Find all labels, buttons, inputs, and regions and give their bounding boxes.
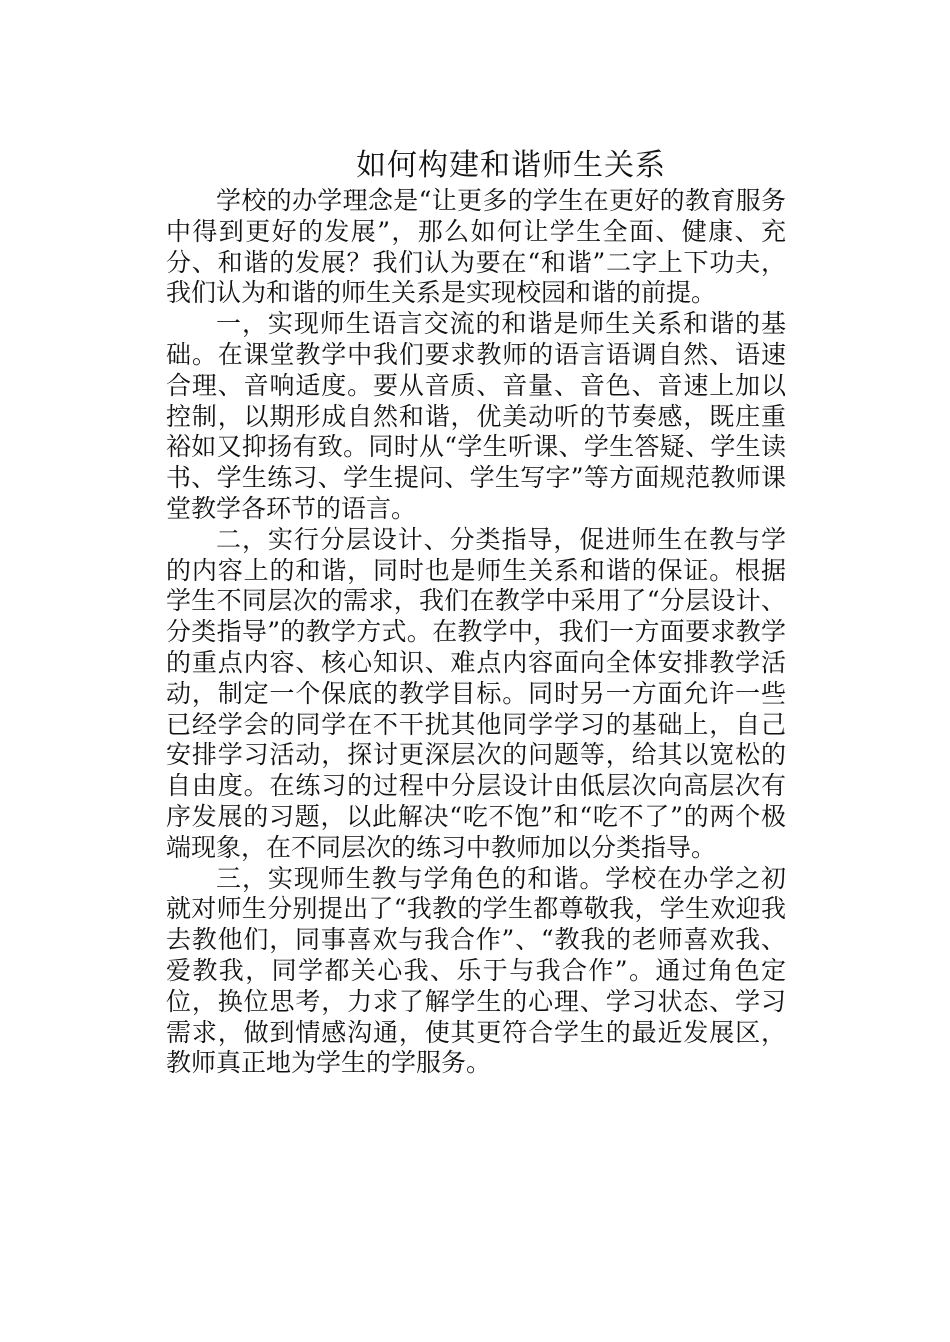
document-body	[166, 186, 786, 1079]
paragraph-intro: 学校的办学理念是“让更多的学生在更好的教育服务中得到更好的发展”，那么如何让学生全面、健康、充分、和谐的发展？我们认为要在“和谐”二字上下功夫，我们认为和谐的师生关系是实现校园和谐的前提。	[166, 186, 786, 308]
paragraph-role-harmony: 三，实现师生教与学角色的和谐。学校在办学之初就对师生分别提出了“我教的学生都尊敬我，学生欢迎我去教他们，同事喜欢与我合作”、“教我的老师喜欢我、爱教我，同学都关心我、乐于与我合作”。通过角色定位，换位思考，力求了解学生的心理、学习状态、学习需求，做到情感沟通，使其更符合学生的最近发展区，教师真正地为学生的学服务。	[166, 863, 786, 1078]
paragraph-layered-teaching: 二，实行分层设计、分类指导，促进师生在教与学的内容上的和谐，同时也是师生关系和谐的保证。根据学生不同层次的需求，我们在教学中采用了“分层设计、分类指导”的教学方式。在教学中，我们一方面要求教学的重点内容、核心知识、难点内容面向全体安排教学活动，制定一个保底的教学目标。同时另一方面允许一些已经学会的同学在不干扰其他同学学习的基础上，自己安排学习活动，探讨更深层次的问题等，给其以宽松的自由度。在练习的过程中分层设计由低层次向高层次有序发展的习题，以此解决“吃不饱”和“吃不了”的两个极端现象，在不同层次的练习中教师加以分类指导。	[166, 524, 786, 862]
paragraph-language-harmony: 一，实现师生语言交流的和谐是师生关系和谐的基础。在课堂教学中我们要求教师的语言语调自然、语速合理、音响适度。要从音质、音量、音色、音速上加以控制，以期形成自然和谐，优美动听的节奏感，既庄重裕如又抑扬有致。同时从“学生听课、学生答疑、学生读书、学生练习、学生提问、学生写字”等方面规范教师课堂教学各环节的语言。	[166, 309, 786, 523]
document-title: 如何构建和谐师生关系	[356, 148, 666, 183]
